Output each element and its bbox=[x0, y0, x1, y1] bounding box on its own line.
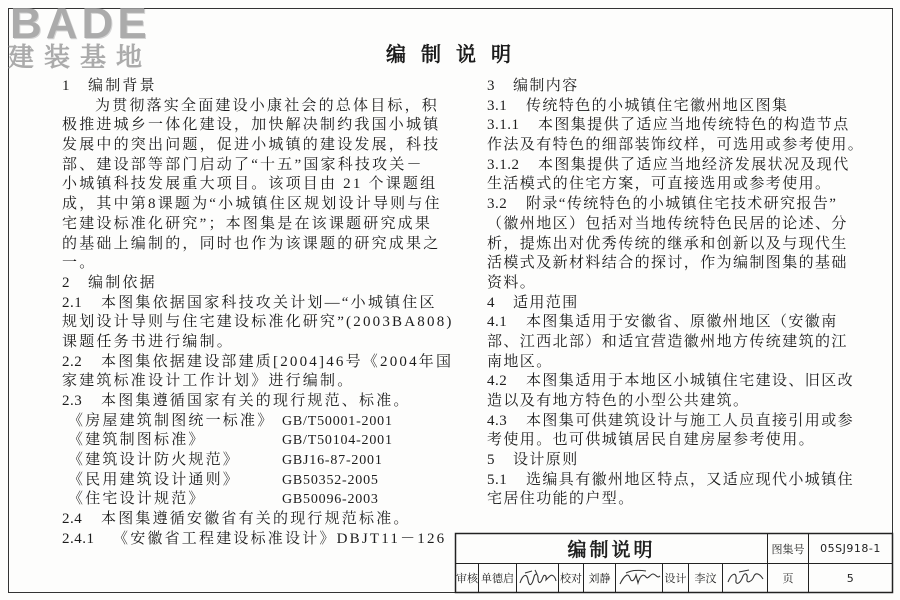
clause-text: 本图集可供建筑设计与施工人员直接引用或参 bbox=[526, 412, 855, 429]
standard-name: 《建筑制图标准》 bbox=[68, 432, 206, 449]
clause-line bbox=[487, 313, 864, 333]
standard-name: 《民用建筑设计通则》 bbox=[68, 471, 241, 488]
clause-text: 传统特色的小城镇住宅徽州地区图集 bbox=[526, 97, 789, 114]
standard-code: GB/T50001-2001 bbox=[282, 413, 393, 429]
clause-line bbox=[487, 97, 864, 117]
standard-code: GB50096-2003 bbox=[282, 492, 379, 508]
clause-text: 选编具有徽州地区特点，又适应现代小城镇住 bbox=[526, 471, 855, 488]
clause-text: 本图集提供了适应当地经济发展状况及现代 bbox=[538, 156, 850, 173]
page-title: 编制说明 bbox=[386, 44, 526, 66]
clause-number: 4.2 bbox=[487, 373, 508, 390]
clause-number: 2.2 bbox=[62, 353, 83, 370]
clause-number: 2.4 bbox=[62, 511, 83, 528]
clause-line bbox=[62, 392, 454, 412]
standard-item bbox=[62, 490, 454, 510]
clause-text: 本图集遵循国家有关的现行规范、标准。 bbox=[101, 393, 411, 409]
standard-item bbox=[62, 451, 454, 471]
section-title: 适用范围 bbox=[513, 294, 579, 311]
clause-number: 5.1 bbox=[487, 471, 508, 488]
paragraph-line: 为贯彻落实全面建设小康社会的总体目标，积 bbox=[95, 97, 440, 114]
section-number: 5 bbox=[487, 452, 495, 469]
checker-name: 刘静 bbox=[588, 572, 611, 585]
section-title: 设计原则 bbox=[513, 452, 579, 469]
standard-item bbox=[62, 471, 454, 491]
clause-line bbox=[487, 195, 864, 215]
section-number: 2 bbox=[62, 274, 70, 291]
section-number: 1 bbox=[62, 78, 70, 94]
designer-label: 设计 bbox=[664, 572, 687, 585]
clause-line bbox=[487, 116, 864, 136]
designer-name: 李汶 bbox=[694, 572, 717, 585]
clause-line: 宅居住功能的户型。 bbox=[487, 491, 635, 508]
clause-number: 2.1 bbox=[62, 294, 83, 311]
watermark-logo-brand: BADE bbox=[10, 0, 151, 48]
clause-line: 作法及有特色的细部装饰纹样，可选用或参考使用。 bbox=[487, 137, 865, 154]
right-column bbox=[487, 77, 864, 510]
atlas-number: 05SJ918-1 bbox=[820, 542, 881, 555]
clause-line: （徽州地区）包括对当地传统特色民居的论述、分 bbox=[487, 215, 848, 232]
standard-code: GBJ16-87-2001 bbox=[282, 453, 383, 469]
clause-line bbox=[487, 412, 864, 432]
clause-line: 资料。 bbox=[487, 274, 537, 291]
clause-line: 析，提炼出对优秀传统的继承和创新以及与现代生 bbox=[487, 235, 848, 252]
clause-text: 本图集依据建设部建质[2004]46号《2004年国 bbox=[101, 353, 454, 370]
paragraph-line: 发展中的突出问题，促进小城镇的建设发展，科技 bbox=[62, 137, 441, 154]
clause-line bbox=[62, 294, 454, 314]
atlas-number-label: 图集号 bbox=[771, 542, 805, 556]
watermark-logo-brand-cn: 建装基地 bbox=[8, 43, 153, 73]
clause-line: 南地区。 bbox=[487, 353, 553, 370]
clause-number: 3.1 bbox=[487, 97, 508, 114]
section-title: 编制背景 bbox=[88, 78, 157, 94]
section-number: 3 bbox=[487, 78, 495, 94]
clause-text: 本图集提供了适应当地传统特色的构造节点 bbox=[538, 117, 850, 134]
reviewer-signature bbox=[517, 564, 558, 592]
clause-line bbox=[487, 471, 864, 491]
clause-line: 生活模式的住宅方案，可直接选用或参考使用。 bbox=[487, 176, 832, 193]
section-heading bbox=[487, 451, 864, 471]
paragraph-line: 的基础上编制的，同时也作为该课题的研究成果之 bbox=[62, 235, 441, 252]
reviewer-name: 单德启 bbox=[481, 572, 514, 585]
paragraph-line: 部、建设部等部门启动了“十五”国家科技攻关－ bbox=[62, 156, 424, 173]
clause-line bbox=[62, 530, 454, 550]
drawing-title: 编制说明 bbox=[567, 539, 656, 561]
clause-line: 课题任务书进行编制。 bbox=[62, 333, 235, 350]
clause-text: 本图集适用于安徽省、原徽州地区（安徽南 bbox=[526, 314, 838, 331]
standard-name: 《房屋建筑制图统一标准》 bbox=[68, 412, 275, 429]
checker-signature bbox=[616, 564, 662, 592]
section-heading bbox=[487, 77, 864, 97]
clause-line bbox=[487, 156, 864, 176]
clause-line: 考使用。也可供城镇居民自建房屋参考使用。 bbox=[487, 432, 816, 449]
clause-text: 《安徽省工程建设标准设计》DBJT11－126 bbox=[113, 530, 447, 547]
clause-number: 3.1.2 bbox=[487, 156, 520, 173]
section-heading bbox=[62, 77, 454, 97]
paragraph-line: 一。 bbox=[62, 255, 97, 272]
section-title: 编制依据 bbox=[88, 274, 157, 291]
clause-line bbox=[487, 372, 864, 392]
clause-line: 家建筑标准设计工作计划》进行编制。 bbox=[62, 373, 355, 390]
clause-number: 2.4.1 bbox=[62, 530, 95, 547]
clause-text: 本图集依据国家科技攻关计划—“小城镇住区 bbox=[101, 294, 437, 311]
clause-line: 造以及有地方特色的小型公共建筑。 bbox=[487, 393, 750, 409]
designer-signature bbox=[723, 564, 767, 592]
clause-text: 本图集适用于本地区小城镇住宅建设、旧区改 bbox=[526, 373, 855, 390]
section-heading bbox=[487, 294, 864, 314]
clause-line bbox=[62, 353, 454, 373]
clause-text: 附录“传统特色的小城镇住宅技术研究报告” bbox=[526, 196, 838, 213]
clause-line: 规划设计导则与住宅建设标准化研究”(2003BA808) bbox=[62, 314, 454, 331]
page-label: 页 bbox=[782, 572, 794, 585]
standard-name: 《建筑设计防火规范》 bbox=[68, 452, 241, 469]
clause-line: 部、江西北部）和适宜营造徽州地方传统建筑的江 bbox=[487, 333, 848, 350]
left-column bbox=[62, 77, 454, 550]
paragraph-line: 小城镇科技发展重大项目。该项目由 21 个课题组 bbox=[62, 176, 438, 193]
paragraph-line: 宅建设标准化研究”；本图集是在该课题研究成果 bbox=[62, 215, 433, 232]
section-heading bbox=[62, 274, 454, 294]
clause-text: 本图集遵循安徽省有关的现行规范标准。 bbox=[101, 511, 411, 528]
clause-number: 3.2 bbox=[487, 196, 508, 213]
section-title: 编制内容 bbox=[513, 78, 579, 94]
standard-item bbox=[62, 431, 454, 451]
clause-line bbox=[62, 510, 454, 530]
clause-number: 3.1.1 bbox=[487, 117, 520, 134]
clause-number: 2.3 bbox=[62, 393, 83, 409]
section-number: 4 bbox=[487, 294, 495, 311]
reviewer-label: 审核 bbox=[456, 572, 478, 585]
page-number: 5 bbox=[846, 571, 855, 585]
clause-line: 活模式及新材料结合的探讨，作为编制图集的基础 bbox=[487, 255, 848, 272]
standard-item bbox=[62, 412, 454, 432]
clause-number: 4.3 bbox=[487, 412, 508, 429]
standard-name: 《住宅设计规范》 bbox=[68, 491, 206, 508]
standard-code: GB/T50104-2001 bbox=[282, 433, 393, 449]
checker-label: 校对 bbox=[560, 572, 582, 585]
paragraph-line: 极推进城乡一体化建设，加快解决制约我国小城镇 bbox=[62, 117, 441, 134]
paragraph-line: 成，其中第8课题为“小城镇住区规划设计导则与住 bbox=[62, 196, 442, 213]
standard-code: GB50352-2005 bbox=[282, 472, 379, 488]
clause-number: 4.1 bbox=[487, 314, 508, 331]
